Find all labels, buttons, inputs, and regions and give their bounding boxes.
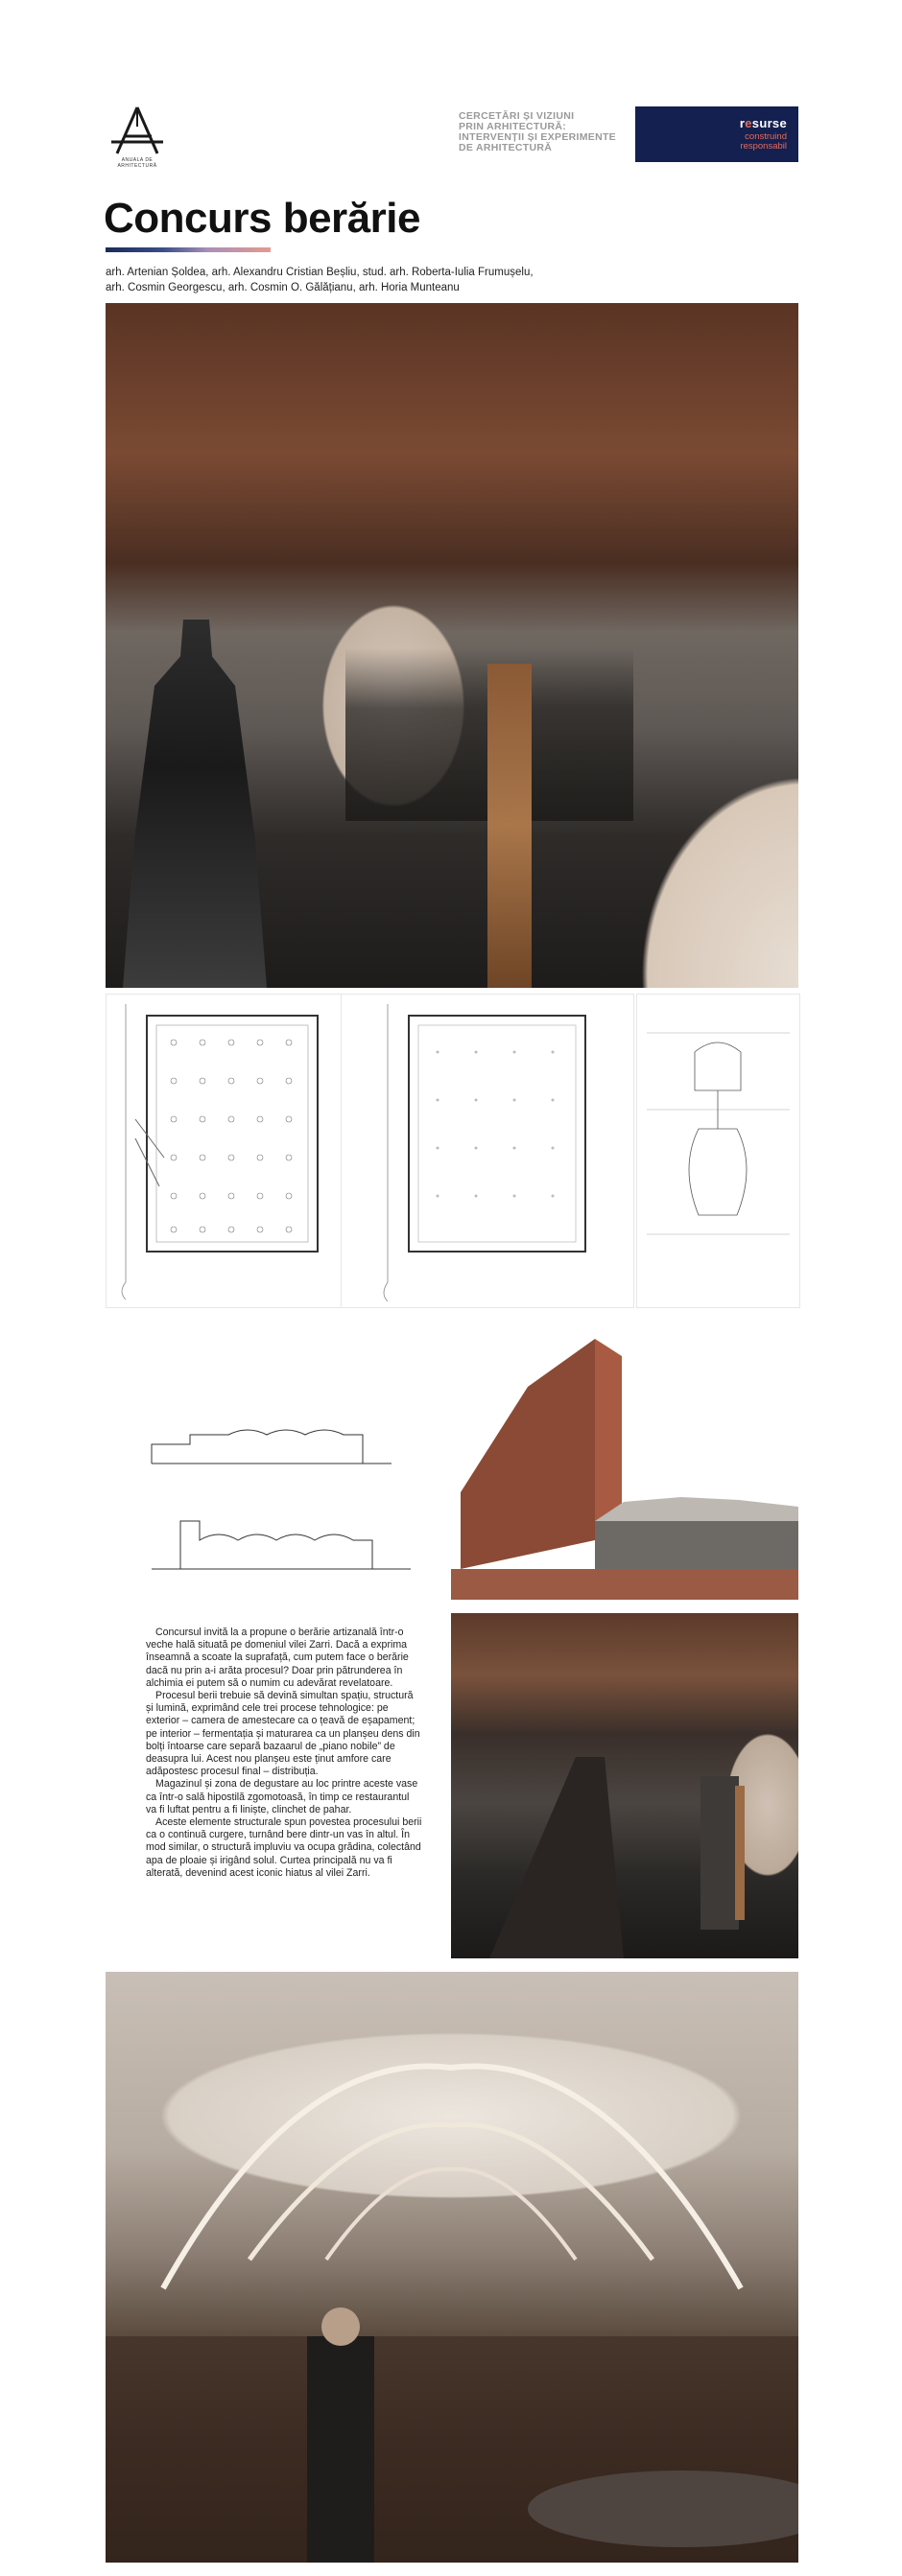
timber-post xyxy=(487,664,532,988)
logo-caption: ANUALA DE ARHITECTURĂ xyxy=(117,157,157,169)
title-underline xyxy=(106,247,271,252)
figure-top-hat xyxy=(123,620,267,988)
project-description xyxy=(146,1627,422,1880)
theme-line: DE ARHITECTURĂ xyxy=(459,142,553,153)
building-sections xyxy=(142,1425,418,1588)
brand-word-part: surse xyxy=(751,116,787,130)
exterior-render-brick-wall xyxy=(451,1329,798,1600)
theme-heading xyxy=(459,111,641,153)
floor-plan-2 xyxy=(341,994,634,1308)
description-paragraph: Procesul berii trebuie să devină simultan spațiu, structură și lumină, exprimând cele trei procese tehnologice: pe exterior – camera de amestecare ca o țeavă de eșapament; pe interior – fermentația și maturarea ca un planșeu dens din bolți întoarse care separă bazaarul de „piano nobile” de deasupra lui. Acest nou planșeu este ținut amfore care adăpostesc procesul final – distribuția. xyxy=(146,1690,420,1778)
theme-line: PRIN ARHITECTURĂ: xyxy=(459,121,567,132)
description-paragraph: Magazinul și zona de degustare au loc printre aceste vase ca într-o sală hipostilă zgomotoasă, în timp ce restaurantul va fi luftat pentru a fi liniște, clinchet de pahar. xyxy=(146,1778,418,1815)
theme-line: CERCETĂRI ȘI VIZIUNI xyxy=(459,110,575,122)
brand-tagline xyxy=(740,132,787,152)
brand-wordmark xyxy=(740,116,787,130)
interior-render-vaulted-hall xyxy=(106,1972,798,2563)
interior-render-corridor xyxy=(451,1613,798,1958)
theme-line: INTERVENȚII ȘI EXPERIMENTE xyxy=(459,131,616,143)
resurse-brand-box xyxy=(635,106,798,162)
brand-tagline-line: responsabil xyxy=(740,141,787,152)
annual-logo xyxy=(104,104,171,169)
brand-tagline-line: construind xyxy=(745,131,787,142)
authors-line: arh. Cosmin Georgescu, arh. Cosmin O. Gălățianu, arh. Horia Munteanu xyxy=(106,282,460,293)
floor-plan-1 xyxy=(106,994,345,1308)
brand-word-part: r xyxy=(739,116,746,130)
description-paragraph: Aceste elemente structurale spun povestea procesului berii ca o continuă curgere, turnând bere dintr-un vas în altul. În mod similar, o structură impluviu va ocupa grădina, colectând apa de ploaie și irigând solul. Curtea principală nu va fi alterată, devenind acest iconic hiatus al vilei Zarri. xyxy=(146,1816,422,1879)
logo-a-icon xyxy=(104,104,171,157)
interior-render-amphorae xyxy=(106,303,798,988)
description-paragraph: Concursul invită la a propune o berărie artizanală într-o veche hală situată pe domeniul vilei Zarri. Dacă a exprima înseamnă a scoate la suprafață, cum putem face o berărie dacă nu prin a-i arăta procesul? Doar prin pătrunderea în alchimia ei putem să o numim cu adevărat revelatoare. xyxy=(146,1627,409,1689)
amphora-section-detail xyxy=(636,994,800,1308)
authors xyxy=(106,265,643,295)
authors-line: arh. Artenian Șoldea, arh. Alexandru Cristian Beșliu, stud. arh. Roberta-Iulia Frumușelu, xyxy=(106,267,534,278)
page-title: Concurs berărie xyxy=(104,195,420,242)
brand-word-accent: e xyxy=(745,116,752,130)
